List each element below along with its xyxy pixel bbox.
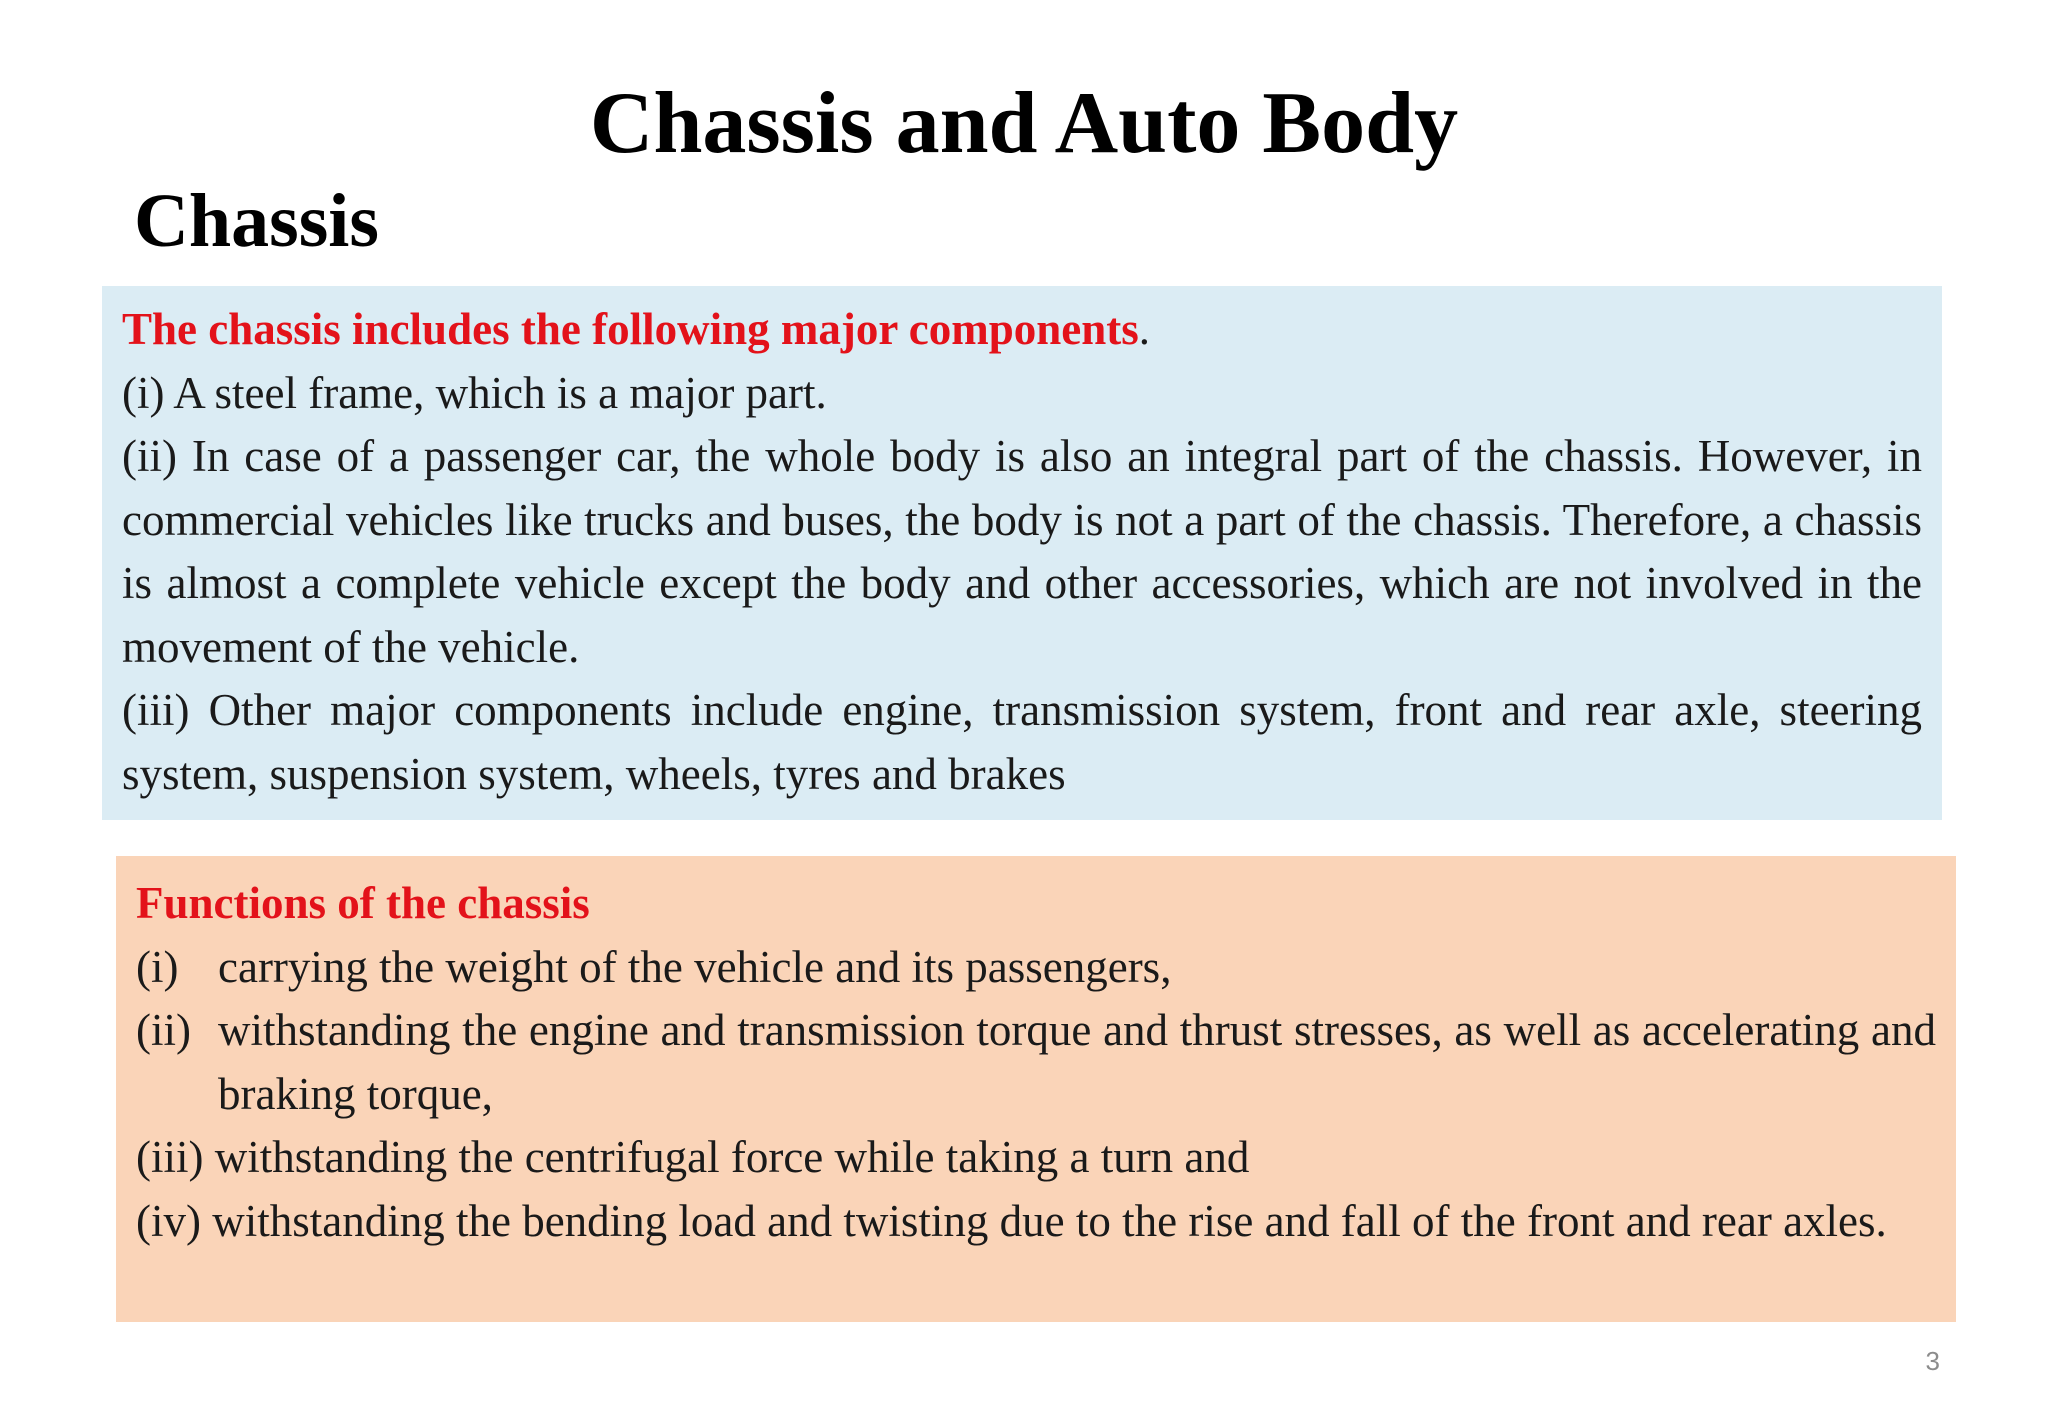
function-item-number: (iv) <box>136 1195 201 1246</box>
components-box <box>102 286 1942 820</box>
function-item-number: (i) <box>136 941 179 992</box>
function-item-text: withstanding the engine and transmission torque and thrust stresses, as well as accelerating and braking torque, <box>218 1005 1936 1119</box>
function-item-2 <box>136 999 1936 1126</box>
components-heading <box>122 298 1922 362</box>
function-item-1 <box>136 936 1936 1000</box>
function-item-text: carrying the weight of the vehicle and its passengers, <box>218 941 1172 992</box>
component-item-2: (ii) In case of a passenger car, the whole body is also an integral part of the chassis. However, in commercial vehicles like trucks and buses, the body is not a part of the chassis. Therefore, a chassis is almost a complete vehicle except the body and other accessories, which are not involved in the movement of the vehicle. <box>122 431 1922 672</box>
component-item-3: (iii) Other major components include engine, transmission system, front and rear axle, steering system, suspension system, wheels, tyres and brakes <box>122 685 1922 799</box>
functions-heading: Functions of the chassis <box>136 878 590 928</box>
functions-box <box>116 856 1956 1322</box>
section-heading: Chassis <box>134 179 379 263</box>
page-number: 3 <box>1925 1346 1940 1376</box>
component-item-1: (i) A steel frame, which is a major part. <box>122 367 827 418</box>
function-item-4 <box>136 1190 1936 1254</box>
function-item-number: (iii) <box>136 1132 204 1182</box>
function-item-3 <box>136 1126 1936 1190</box>
components-heading-text: The chassis includes the following major components <box>122 304 1139 354</box>
function-item-number: (ii) <box>136 1005 191 1055</box>
function-item-text: withstanding the bending load and twisting due to the rise and fall of the front and rear axles. <box>212 1195 1887 1246</box>
components-heading-suffix: . <box>1138 304 1150 354</box>
function-item-text: withstanding the centrifugal force while taking a turn and <box>214 1132 1250 1182</box>
slide-title: Chassis and Auto Body <box>589 75 1459 172</box>
